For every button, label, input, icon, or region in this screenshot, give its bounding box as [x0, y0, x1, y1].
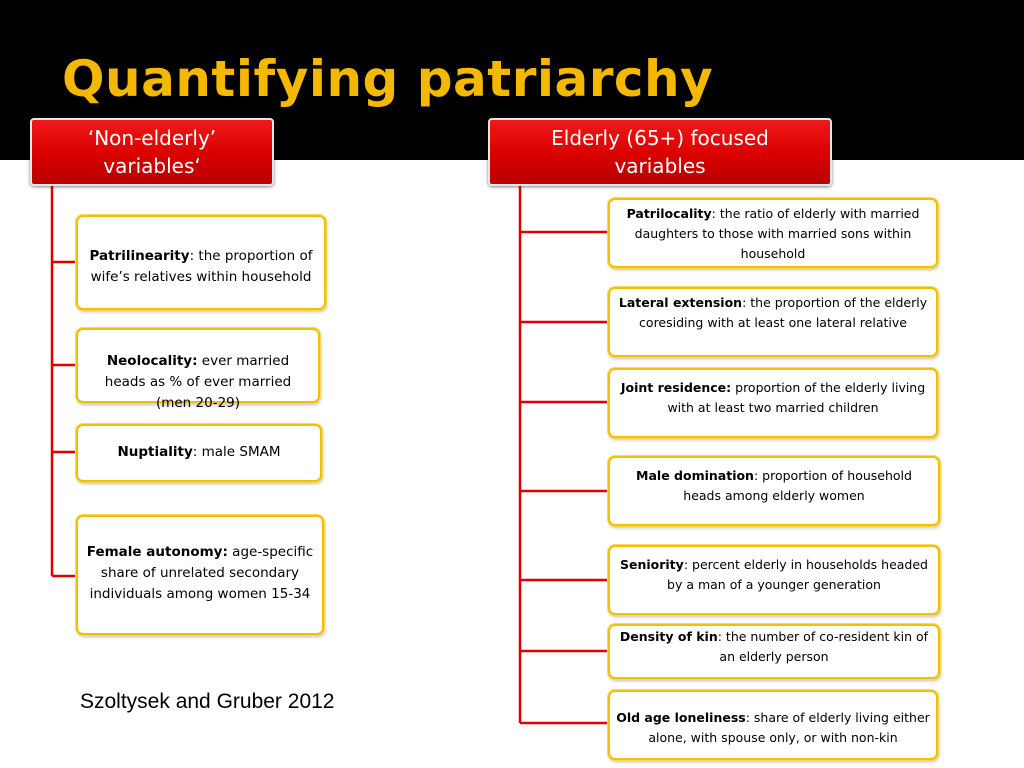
variable-box-patrilinearity	[76, 215, 326, 310]
variable-description: the number of co-resident kin of an elderly person	[719, 629, 929, 664]
variable-separator: :	[192, 444, 198, 460]
slide-title: Quantifying patriarchy	[62, 50, 714, 108]
header-line: variables‘	[103, 154, 201, 178]
variable-term: Female autonomy:	[86, 544, 228, 560]
variable-separator: :	[683, 557, 689, 572]
variable-description: age-specific share of unrelated secondary individuals among women 15-34	[89, 544, 314, 602]
variable-description: proportion of household heads among elderly women	[683, 468, 912, 503]
variable-term: Joint residence:	[620, 380, 732, 395]
elderly-variables-header	[488, 118, 832, 186]
variable-description: ever married heads as % of ever married (men 20-29)	[104, 353, 292, 411]
variable-separator: :	[189, 248, 195, 264]
variable-description: proportion of the elderly living with at least two married children	[667, 380, 926, 415]
header-line: ‘Non-elderly’	[87, 126, 217, 150]
variable-term: Male domination	[636, 468, 754, 483]
variable-box-patrilocality	[608, 198, 938, 268]
variable-term: Seniority	[619, 557, 684, 572]
variable-description: the proportion of wife’s relatives within household	[90, 248, 313, 285]
variable-term: Patrilocality	[626, 206, 712, 221]
non-elderly-variables-header	[30, 118, 274, 186]
variable-description: male SMAM	[197, 444, 281, 460]
variable-term: Old age loneliness	[616, 710, 746, 725]
variable-term: Nuptiality	[117, 444, 193, 460]
variable-separator: :	[711, 206, 716, 221]
variable-description: the ratio of elderly with married daughters to those with married sons within household	[634, 206, 920, 261]
variable-separator: :	[745, 710, 750, 725]
header-line: variables	[614, 154, 706, 178]
variable-separator: :	[717, 629, 722, 644]
variable-box-neolocality	[76, 328, 320, 411]
source-citation: Szoltysek and Gruber 2012	[80, 690, 335, 713]
variable-term: Lateral extension	[618, 295, 743, 310]
variable-separator: :	[753, 468, 759, 483]
variable-term: Patrilinearity	[89, 248, 190, 264]
variable-description: share of elderly living either alone, with spouse only, or with non-kin	[648, 710, 930, 745]
variable-box-female-autonomy	[76, 515, 324, 635]
variable-box-male-domination	[608, 456, 940, 526]
variable-box-density-of-kin	[608, 624, 940, 679]
variable-description: percent elderly in households headed by a man of a younger generation	[667, 557, 928, 592]
variable-box-nuptiality	[76, 424, 322, 482]
variable-box-seniority	[608, 545, 940, 615]
variable-term: Neolocality:	[106, 353, 198, 369]
variable-separator: :	[742, 295, 747, 310]
variable-description: the proportion of the elderly coresiding with at least one lateral relative	[639, 295, 928, 330]
variable-box-old-age-loneliness	[608, 690, 938, 760]
variable-box-lateral-extension	[608, 287, 938, 357]
header-line: Elderly (65+) focused	[551, 126, 769, 150]
variable-box-joint-residence	[608, 368, 938, 438]
variable-term: Density of kin	[619, 629, 718, 644]
